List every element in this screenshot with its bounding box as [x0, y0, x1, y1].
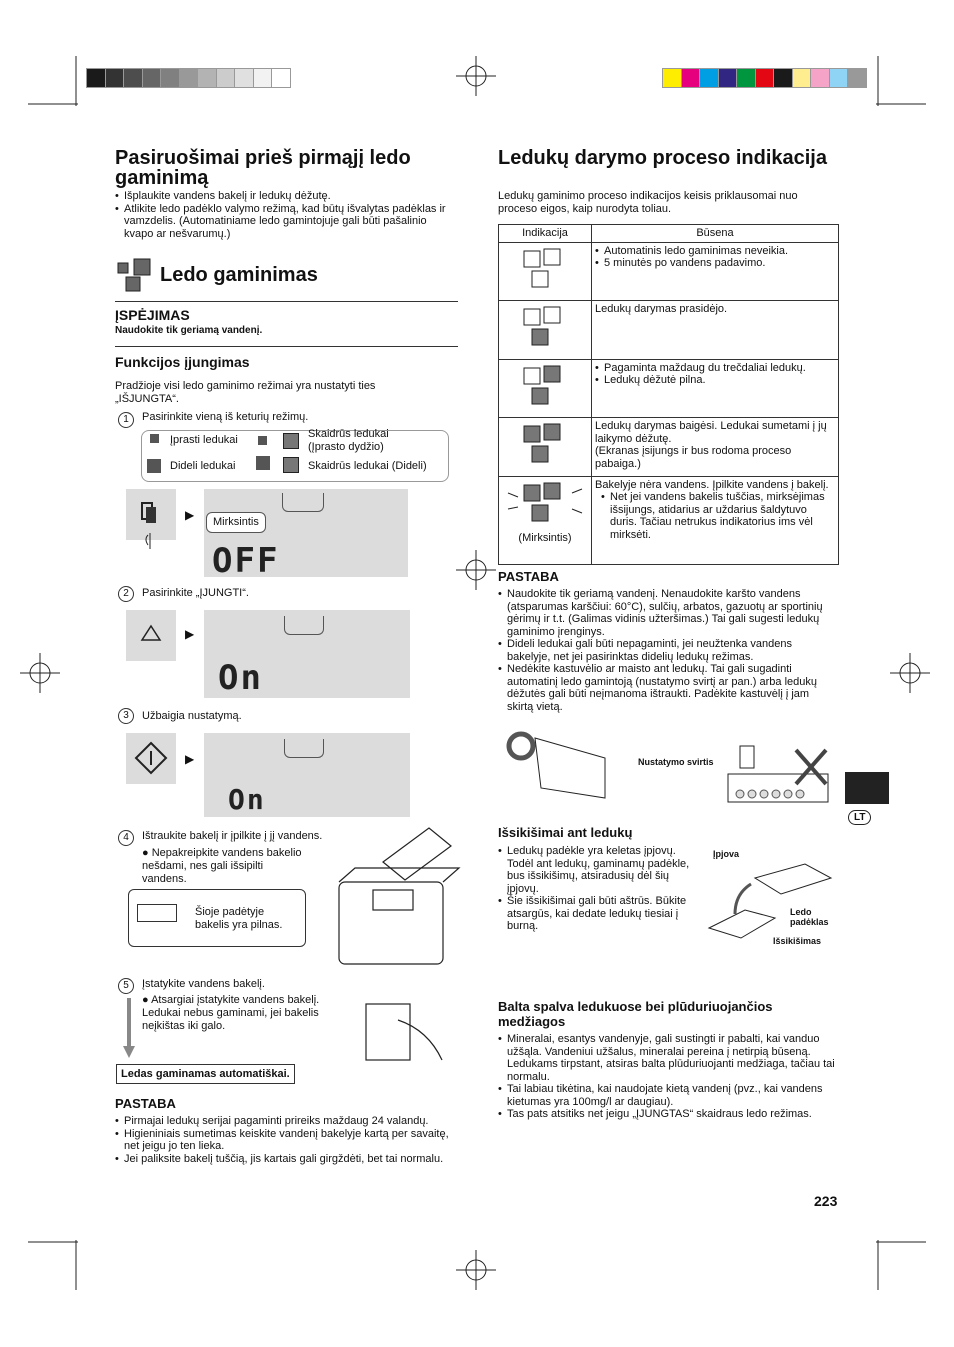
- ice-indicator-icon: [282, 493, 324, 512]
- color-swatch: [160, 68, 180, 88]
- notch-label: Įpjova: [713, 849, 740, 859]
- language-tab-block: [845, 772, 889, 804]
- color-swatch: [847, 68, 867, 88]
- arrow-icon: ▶: [185, 508, 195, 522]
- bumps-list: [498, 845, 696, 933]
- arrow-icon: ▶: [185, 752, 195, 766]
- note-list: [115, 1115, 460, 1165]
- color-swatch: [179, 68, 199, 88]
- registration-mark-icon: [456, 550, 496, 590]
- list-item: • Dideli ledukai gali būti nepagaminti, jei neužtenka vandens bakelyje, net jei pasirinktas didelių ledukų režimas.: [498, 638, 838, 663]
- color-swatch: [197, 68, 217, 88]
- section-title: Ledo gaminimas: [160, 264, 318, 286]
- ice-box-illustration: [505, 728, 615, 804]
- insert-tank-illustration: [358, 1000, 444, 1064]
- color-swatch: [792, 68, 812, 88]
- full-note-box: [128, 889, 306, 947]
- crop-mark-icon: [876, 1240, 926, 1290]
- color-swatch: [105, 68, 125, 88]
- color-swatch: [216, 68, 236, 88]
- color-swatch: [699, 68, 719, 88]
- small-cube-icon: [258, 436, 267, 445]
- color-swatch: [253, 68, 273, 88]
- color-swatch: [755, 68, 775, 88]
- crop-mark-icon: [28, 1240, 78, 1290]
- warning-text: Naudokite tik geriamą vandenį.: [115, 325, 263, 336]
- white-title: Balta spalva ledukuose bei plūduriuojančios medžiagos: [498, 999, 773, 1029]
- ice-tray-illustration: [705, 858, 835, 940]
- table-header: Būsena: [592, 225, 839, 243]
- bumps-title: Išsikišimai ant ledukų: [498, 825, 633, 840]
- bump-label: Išsikišimas: [773, 936, 822, 946]
- table-cell: Ledukų darymas prasidėjo.: [592, 301, 839, 360]
- note-list: [498, 588, 838, 713]
- table-cell: • Automatinis ledo gaminimas neveikia. • 5 minutės po vandens padavimo.: [592, 242, 839, 301]
- mode-label: Skaidrūs ledukai (Dideli): [308, 460, 427, 472]
- tray-label: Ledo padėklas: [790, 907, 829, 927]
- table-cell: • Pagaminta maždaug du trečdaliai ledukų. • Ledukų dėžutė pilna.: [592, 359, 839, 418]
- ice-mode-button[interactable]: [126, 489, 176, 540]
- table-header: Indikacija: [499, 225, 592, 243]
- color-swatch: [773, 68, 793, 88]
- display-panel: [204, 489, 408, 581]
- color-swatch: [718, 68, 738, 88]
- list-item: • Pirmajai ledukų serijai pagaminti prireiks maždaug 24 valandų.: [115, 1115, 460, 1128]
- up-button[interactable]: [126, 610, 176, 661]
- registration-mark-icon: [456, 1250, 496, 1290]
- level-mark-icon: [137, 904, 177, 922]
- color-swatch: [662, 68, 682, 88]
- step-number-1: 1: [118, 412, 134, 428]
- list-item: • Ledukų padėkle yra keletas įpjovų. Todėl ant ledukų, gaminamų padėkle, bus išsikišimų, atsiradusių dėl šių įpjovų.: [498, 845, 696, 895]
- cubes-state-icon: [502, 362, 588, 412]
- cubes-state-icon: [502, 303, 588, 353]
- mode-label: Įprasti ledukai: [170, 434, 238, 446]
- color-swatch: [810, 68, 830, 88]
- clear-cube-icon: [283, 457, 299, 473]
- display-panel: [204, 610, 410, 698]
- list-item: • Naudokite tik geriamą vandenį. Nenaudokite karšto vandens (atsparumas karščiui: 60°C), sulčių, arbatos, gazuotų ar sportinių gėrimų ir t.t. (Galimas vidinis užteršimas.) Tai gali sugesti ledukų gaminimo įrenginys.: [498, 588, 838, 638]
- indication-title: Ledukų darymo proceso indikacija: [498, 147, 827, 169]
- set-button[interactable]: [126, 733, 176, 784]
- small-cube-icon: [150, 434, 159, 443]
- color-swatch: [829, 68, 849, 88]
- large-cube-icon: [147, 459, 161, 473]
- table-cell: [499, 418, 592, 477]
- color-swatch: [234, 68, 254, 88]
- crop-mark-icon: [876, 56, 926, 106]
- lcd-on: On: [218, 658, 263, 698]
- function-intro: Pradžioje visi ledo gaminimo režimai yra nustatyti ties „IŠJUNGTA“.: [115, 380, 376, 405]
- table-cell: [499, 242, 592, 301]
- list-item: • Mineralai, esantys vandenyje, gali sustingti ir pabalti, kai vanduo užšąla. Vandeniui užšalus, mineralai pereina į netirpią būseną. Ledukams tirpstant, atsiras balta plūduriuojanti medžiaga, tačiau tai normalu.: [498, 1033, 838, 1083]
- color-swatch: [681, 68, 701, 88]
- step-number-2: 2: [118, 586, 134, 602]
- step3-text: Užbaigia nustatymą.: [142, 710, 242, 722]
- lcd-on: On: [228, 783, 266, 816]
- list-item: • Išplaukite vandens bakelį ir ledukų dėžutę.: [115, 190, 455, 203]
- large-cube-icon: [256, 456, 270, 470]
- language-tab: LT: [848, 810, 871, 825]
- indication-table: [498, 224, 839, 565]
- color-swatch: [123, 68, 143, 88]
- table-cell: [499, 359, 592, 418]
- prep-title: Pasiruošimai prieš pirmąjį ledo gaminimą: [115, 147, 411, 189]
- list-item: • Jei paliksite bakelį tuščią, jis kartais gali girgždėti, bet tai normalu.: [115, 1153, 460, 1166]
- list-item: • Tas pats atsitiks net jeigu „ĮJUNGTAS“ skaidraus ledo režimas.: [498, 1108, 838, 1121]
- table-cell: Ledukų darymas baigėsi. Ledukai sumetami į jų laikymo dėžutę. (Ekranas įsijungs ir bus rodoma proceso pabaiga.): [592, 418, 839, 477]
- table-cell: (Mirksintis): [499, 476, 592, 564]
- list-item: • Šie išsikišimai gali būti aštrūs. Būkite atsargūs, kai dedate ledukų tiesiai į burną.: [498, 895, 696, 933]
- arrow-icon: ▶: [185, 627, 195, 641]
- ice-cubes-icon: [116, 257, 156, 293]
- auto-label: Ledas gaminamas automatiškai.: [116, 1064, 295, 1084]
- water-tank-illustration: [333, 822, 463, 968]
- step5-text: Įstatykite vandens bakelį.: [142, 978, 265, 990]
- step1-text: Pasirinkite vieną iš keturių režimų.: [142, 411, 309, 423]
- ice-indicator-icon: [284, 739, 324, 758]
- registration-mark-icon: [20, 653, 60, 693]
- cubes-blinking-icon: [502, 479, 588, 529]
- ice-indicator-icon: [284, 616, 324, 635]
- page-number: 223: [814, 1193, 838, 1209]
- note-title: PASTABA: [115, 1096, 176, 1111]
- lever-label: Nustatymo svirtis: [638, 757, 714, 767]
- color-swatch: [86, 68, 106, 88]
- step-number-5: 5: [118, 978, 134, 994]
- indication-intro: Ledukų gaminimo proceso indikacijos keisis priklausomai nuo proceso eigos, kaip nurodyta toliau.: [498, 190, 798, 215]
- color-swatch: [736, 68, 756, 88]
- step5-note: ● Atsargiai įstatykite vandens bakelį. Ledukai nebus gaminami, jei bakelis neįkištas iki galo.: [142, 994, 320, 1032]
- step-number-3: 3: [118, 708, 134, 724]
- warning-title: ĮSPĖJIMAS: [115, 307, 190, 323]
- table-cell: Bakelyje nėra vandens. Įpilkite vandens į bakelį. • Net jei vandens bakelis tuščias, mirksėjimas išsijungs, atidarius ar uždarius šaldytuvo duris. Tačiau netrukus indikatorius ims vėl mirksėti.: [592, 476, 839, 564]
- function-title: Funkcijos įjungimas: [115, 354, 250, 370]
- white-list: [498, 1033, 838, 1121]
- color-swatch: [271, 68, 291, 88]
- list-item: • Higieniniais sumetimas keiskite vandenį bakelyje kartą per savaitę, net jeigu jo ten lieka.: [115, 1128, 460, 1153]
- table-cell: [499, 301, 592, 360]
- full-note-text: Šioje padėtyje bakelis yra pilnas.: [195, 906, 283, 931]
- crop-mark-icon: [28, 56, 78, 106]
- blinking-callout: Mirksintis: [206, 512, 266, 533]
- lcd-off: OFF: [212, 541, 280, 581]
- step4-text: Ištraukite bakelį ir įpilkite į jį vandens.: [142, 830, 323, 842]
- registration-mark-icon: [890, 653, 930, 693]
- step2-text: Pasirinkite „ĮJUNGTI“.: [142, 587, 249, 599]
- cubes-state-icon: [502, 245, 588, 295]
- list-item: • Tai labiau tikėtina, kai naudojate kietą vandenį (pvz., kai vandens kietumas yra 100mg/l ar daugiau).: [498, 1083, 838, 1108]
- step4-note: ● Nepakreipkite vandens bakelio nešdami, nes gali išsipilti vandens.: [142, 847, 302, 885]
- cubes-state-icon: [502, 420, 588, 470]
- registration-mark-icon: [456, 56, 496, 96]
- ice-maker-illustration: [726, 744, 830, 804]
- clear-cube-icon: [283, 433, 299, 449]
- down-arrow-icon: [123, 998, 133, 1058]
- list-item: • Atlikite ledo padėklo valymo režimą, kad būtų išvalytas padėklas ir vamzdelis. (Automatiniame ledo gamintojuje gali būti pašalinio kvapo ar nešvarumų.): [115, 203, 455, 241]
- mode-label: Skaidrūs ledukai (Įprasto dydžio): [308, 428, 389, 453]
- list-item: • Nedėkite kastuvėlio ar maisto ant ledukų. Tai gali sugadinti automatinį ledo gamintoją (nustatymo svirtį ar pan.) arba ledukų dėžutės gali būti neįmanoma ištraukti. Padėkite kastuvėlį į jam skirtą vietą.: [498, 663, 838, 713]
- color-swatch: [142, 68, 162, 88]
- prep-list: [115, 190, 455, 240]
- mode-label: Dideli ledukai: [170, 460, 236, 472]
- note-title: PASTABA: [498, 569, 559, 584]
- display-panel: [204, 733, 410, 817]
- step-number-4: 4: [118, 830, 134, 846]
